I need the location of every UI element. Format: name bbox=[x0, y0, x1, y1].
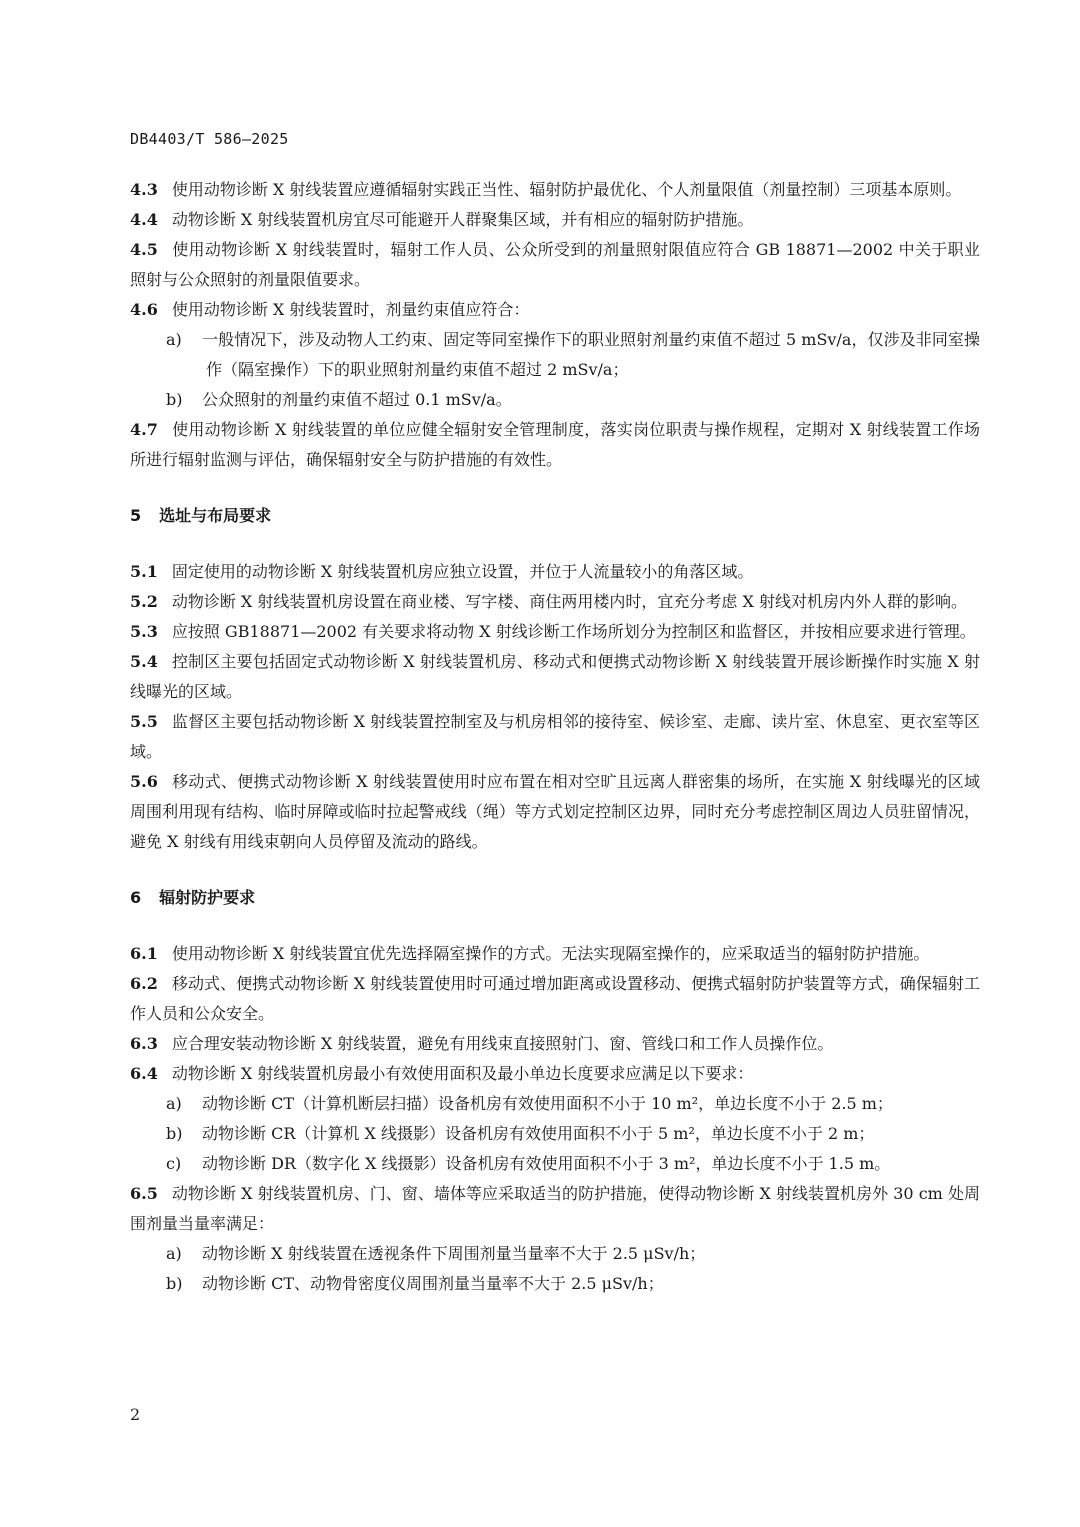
clause-5-3 bbox=[130, 617, 980, 647]
clause-text: 应合理安装动物诊断 X 射线装置，避免有用线束直接照射门、窗、管线口和工作人员操作位。 bbox=[171, 1034, 834, 1053]
section-title: 选址与布局要求 bbox=[159, 506, 272, 525]
clause-number: 4.7 bbox=[130, 420, 158, 439]
list-item bbox=[130, 1119, 980, 1149]
clause-number: 6.5 bbox=[130, 1184, 158, 1203]
clause-5-1 bbox=[130, 557, 980, 587]
clause-4-6 bbox=[130, 295, 980, 325]
clause-5-4 bbox=[130, 647, 980, 707]
section-6-heading bbox=[130, 883, 980, 913]
clause-number: 5.5 bbox=[130, 712, 158, 731]
list-item-text: 动物诊断 CR（计算机 X 线摄影）设备机房有效使用面积不小于 5 m²，单边长度不小于 2 m； bbox=[202, 1124, 875, 1143]
list-marker: b) bbox=[166, 1124, 183, 1143]
clause-text: 监督区主要包括动物诊断 X 射线装置控制室及与机房相邻的接待室、候诊室、走廊、读片室、休息室、更衣室等区域。 bbox=[130, 712, 980, 761]
clause-number: 4.4 bbox=[130, 210, 158, 229]
clause-text: 动物诊断 X 射线装置机房设置在商业楼、写字楼、商住两用楼内时，宜充分考虑 X 射线对机房内外人群的影响。 bbox=[171, 592, 967, 611]
clause-number: 5.1 bbox=[130, 562, 158, 581]
clause-6-5 bbox=[130, 1179, 980, 1239]
clause-4-5 bbox=[130, 235, 980, 295]
clause-text: 使用动物诊断 X 射线装置时，剂量约束值应符合： bbox=[171, 300, 530, 319]
clause-number: 4.5 bbox=[130, 240, 158, 259]
clause-text: 使用动物诊断 X 射线装置宜优先选择隔室操作的方式。无法实现隔室操作的，应采取适当的辐射防护措施。 bbox=[171, 944, 930, 963]
list-item-text: 公众照射的剂量约束值不超过 0.1 mSv/a。 bbox=[202, 390, 512, 409]
page-number: 2 bbox=[130, 1405, 141, 1424]
list-item bbox=[130, 1089, 980, 1119]
clause-4-4 bbox=[130, 205, 980, 235]
clause-6-1 bbox=[130, 939, 980, 969]
clause-number: 4.6 bbox=[130, 300, 158, 319]
clause-6-3 bbox=[130, 1029, 980, 1059]
clause-number: 6.2 bbox=[130, 974, 158, 993]
clause-text: 动物诊断 X 射线装置机房最小有效使用面积及最小单边长度要求应满足以下要求： bbox=[171, 1064, 754, 1083]
clause-4-3 bbox=[130, 175, 980, 205]
list-marker: a) bbox=[166, 1244, 182, 1263]
clause-text: 应按照 GB18871—2002 有关要求将动物 X 射线诊断工作场所划分为控制区和监督区，并按相应要求进行管理。 bbox=[171, 622, 976, 641]
list-marker: b) bbox=[166, 1274, 183, 1293]
section-number: 6 bbox=[130, 888, 142, 907]
clause-number: 6.4 bbox=[130, 1064, 158, 1083]
list-item-text: 动物诊断 DR（数字化 X 线摄影）设备机房有效使用面积不小于 3 m²，单边长度不小于 1.5 m。 bbox=[202, 1154, 891, 1173]
section-number: 5 bbox=[130, 506, 142, 525]
clause-6-4 bbox=[130, 1059, 980, 1089]
clause-text: 移动式、便携式动物诊断 X 射线装置使用时可通过增加距离或设置移动、便携式辐射防护装置等方式，确保辐射工作人员和公众安全。 bbox=[130, 974, 980, 1023]
list-marker: a) bbox=[166, 330, 182, 349]
clause-text: 固定使用的动物诊断 X 射线装置机房应独立设置，并位于人流量较小的角落区域。 bbox=[171, 562, 754, 581]
section-5-heading bbox=[130, 501, 980, 531]
list-item bbox=[130, 325, 980, 385]
clause-number: 6.3 bbox=[130, 1034, 158, 1053]
document-code: DB4403/T 586—2025 bbox=[130, 130, 289, 148]
clause-5-6 bbox=[130, 767, 980, 857]
list-item bbox=[130, 385, 980, 415]
list-marker: b) bbox=[166, 390, 183, 409]
clause-number: 5.6 bbox=[130, 772, 158, 791]
list-marker: c) bbox=[166, 1154, 182, 1173]
clause-text: 使用动物诊断 X 射线装置时，辐射工作人员、公众所受到的剂量照射限值应符合 GB 18871—2002 中关于职业照射与公众照射的剂量限值要求。 bbox=[130, 240, 980, 289]
list-marker: a) bbox=[166, 1094, 182, 1113]
list-item bbox=[130, 1269, 980, 1299]
clause-number: 5.3 bbox=[130, 622, 158, 641]
list-item-text: 动物诊断 CT（计算机断层扫描）设备机房有效使用面积不小于 10 m²，单边长度不小于 2.5 m； bbox=[202, 1094, 893, 1113]
clause-text: 动物诊断 X 射线装置机房宜尽可能避开人群聚集区域，并有相应的辐射防护措施。 bbox=[171, 210, 754, 229]
clause-text: 动物诊断 X 射线装置机房、门、窗、墙体等应采取适当的防护措施，使得动物诊断 X 射线装置机房外 30 cm 处周围剂量当量率满足： bbox=[130, 1184, 980, 1233]
document-body bbox=[130, 175, 980, 1299]
list-item-text: 一般情况下，涉及动物人工约束、固定等同室操作下的职业照射剂量约束值不超过 5 mSv/a，仅涉及非同室操作（隔室操作）下的职业照射剂量约束值不超过 2 mSv/a； bbox=[202, 330, 980, 379]
clause-4-7 bbox=[130, 415, 980, 475]
clause-text: 控制区主要包括固定式动物诊断 X 射线装置机房、移动式和便携式动物诊断 X 射线装置开展诊断操作时实施 X 射线曝光的区域。 bbox=[130, 652, 980, 701]
clause-number: 4.3 bbox=[130, 180, 158, 199]
clause-text: 使用动物诊断 X 射线装置的单位应健全辐射安全管理制度，落实岗位职责与操作规程，定期对 X 射线装置工作场所进行辐射监测与评估，确保辐射安全与防护措施的有效性。 bbox=[130, 420, 980, 469]
clause-number: 5.2 bbox=[130, 592, 158, 611]
clause-text: 移动式、便携式动物诊断 X 射线装置使用时应布置在相对空旷且远离人群密集的场所，在实施 X 射线曝光的区域周围利用现有结构、临时屏障或临时拉起警戒线（绳）等方式划定控制区边界，同时充分考虑控制区周边人员驻留情况，避免 X 射线有用线束朝向人员停留及流动的路线。 bbox=[130, 772, 980, 851]
clause-text: 使用动物诊断 X 射线装置应遵循辐射实践正当性、辐射防护最优化、个人剂量限值（剂量控制）三项基本原则。 bbox=[171, 180, 962, 199]
section-title: 辐射防护要求 bbox=[159, 888, 256, 907]
list-item bbox=[130, 1239, 980, 1269]
clause-6-2 bbox=[130, 969, 980, 1029]
clause-5-2 bbox=[130, 587, 980, 617]
clause-number: 6.1 bbox=[130, 944, 158, 963]
list-item-text: 动物诊断 CT、动物骨密度仪周围剂量当量率不大于 2.5 μSv/h； bbox=[202, 1274, 664, 1293]
list-item bbox=[130, 1149, 980, 1179]
clause-number: 5.4 bbox=[130, 652, 158, 671]
list-item-text: 动物诊断 X 射线装置在透视条件下周围剂量当量率不大于 2.5 μSv/h； bbox=[202, 1244, 706, 1263]
clause-5-5 bbox=[130, 707, 980, 767]
